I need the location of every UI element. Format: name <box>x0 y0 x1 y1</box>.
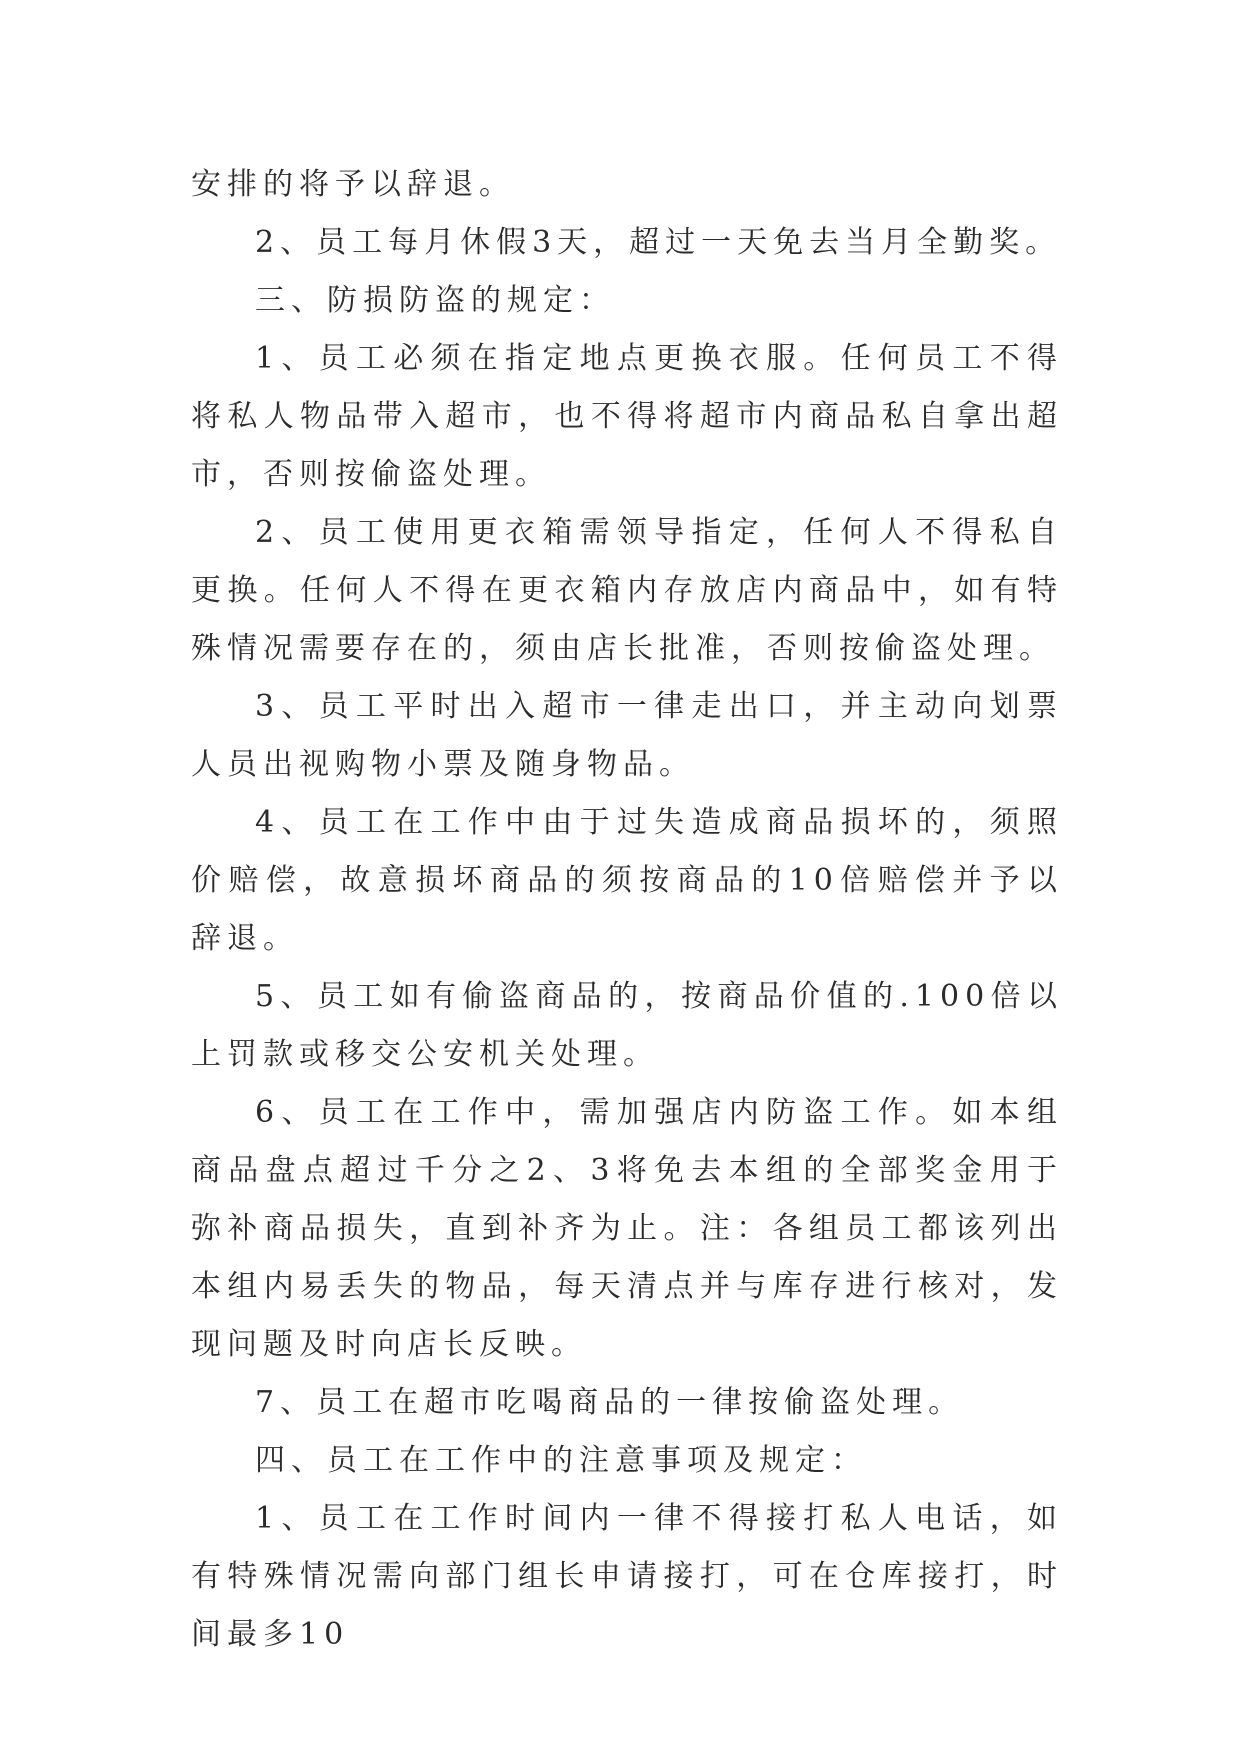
section-heading: 四、员工在工作中的注意事项及规定： <box>255 1443 867 1478</box>
paragraph: 3、员工平时出入超市一律走出口，并主动向划票人员出视购物小票及随身物品。 <box>191 689 1063 782</box>
paragraph: 1、员工在工作时间内一律不得接打私人电话，如有特殊情况需向部门组长申请接打，可在仓库接打，时间最多10 <box>191 1501 1063 1652</box>
paragraph: 7、员工在超市吃喝商品的一律按偷盗处理。 <box>255 1385 965 1420</box>
paragraph: 2、员工使用更衣箱需领导指定，任何人不得私自更换。任何人不得在更衣箱内存放店内商品中，如有特殊情况需要存在的，须由店长批准，否则按偷盗处理。 <box>191 515 1063 666</box>
paragraph: 5、员工如有偷盗商品的，按商品价值的.100倍以上罚款或移交公安机关处理。 <box>191 979 1063 1072</box>
paragraph: 1、员工必须在指定地点更换衣服。任何员工不得将私人物品带入超市，也不得将超市内商品私自拿出超市，否则按偷盗处理。 <box>191 341 1063 492</box>
paragraph: 6、员工在工作中，需加强店内防盗工作。如本组商品盘点超过千分之2、3将免去本组的全部奖金用于弥补商品损失，直到补齐为止。注：各组员工都该列出本组内易丢失的物品，每天清点并与库存进行核对，发现问题及时向店长反映。 <box>191 1095 1063 1362</box>
document-body <box>191 156 1063 1664</box>
section-heading: 三、防损防盗的规定： <box>255 283 615 318</box>
paragraph: 安排的将予以辞退。 <box>191 167 515 202</box>
paragraph: 4、员工在工作中由于过失造成商品损坏的，须照价赔偿，故意损坏商品的须按商品的10倍赔偿并予以辞退。 <box>191 805 1063 956</box>
paragraph: 2、员工每月休假3天，超过一天免去当月全勤奖。 <box>255 225 1062 260</box>
